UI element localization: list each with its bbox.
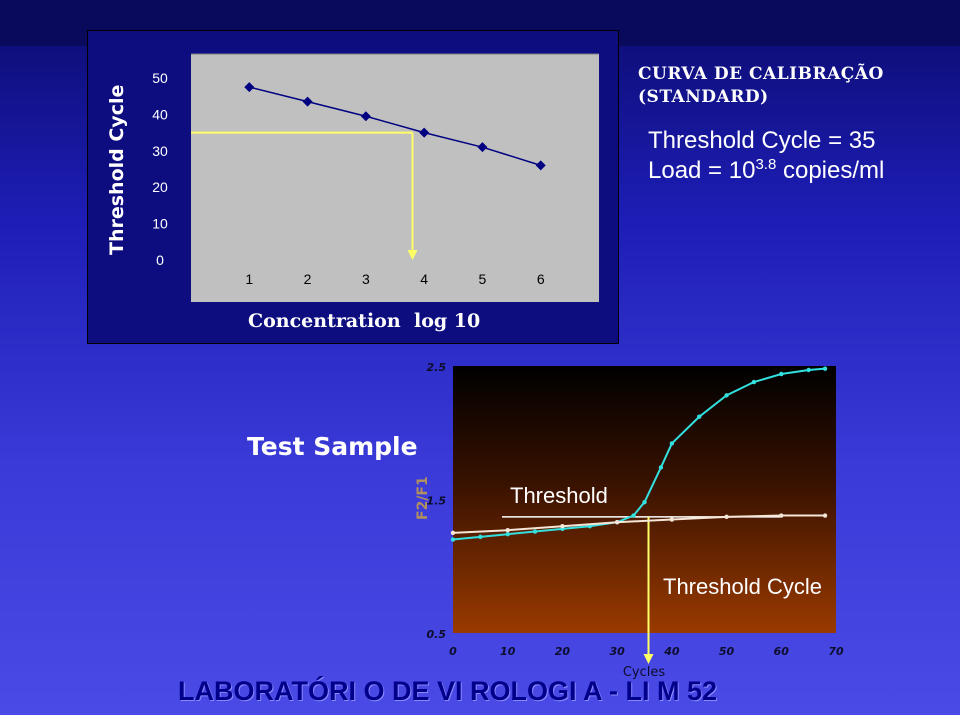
x-tick-label: 3	[361, 271, 370, 287]
calibration-x-axis-unit: log 10	[414, 310, 481, 332]
amplification-point	[615, 520, 619, 524]
amplification-y-axis-title: F2/F1	[415, 476, 431, 520]
amplification-point	[697, 415, 701, 419]
amplification-point	[659, 465, 663, 469]
y-tick-label: 2.5	[426, 361, 446, 374]
calibration-y-axis-title: Threshold Cycle	[106, 84, 128, 255]
y-tick-label: 0	[156, 252, 164, 268]
amplification-point	[823, 513, 827, 517]
x-tick-label: 4	[420, 271, 429, 287]
amplification-point	[779, 513, 783, 517]
x-tick-label: 2	[303, 271, 312, 287]
amplification-point	[779, 372, 783, 376]
y-tick-label: 0.5	[426, 628, 446, 641]
amplification-x-axis-title: Cycles	[622, 665, 666, 680]
x-tick-label: 20	[554, 645, 571, 658]
x-tick-label: 5	[478, 271, 487, 287]
amplification-point	[451, 537, 455, 541]
y-tick-label: 30	[152, 142, 168, 159]
amplification-point	[560, 524, 564, 528]
x-tick-label: 6	[536, 271, 545, 287]
amplification-point	[478, 535, 482, 539]
x-tick-label: 50	[718, 645, 735, 658]
test-sample-label: Test Sample	[247, 432, 418, 461]
amplification-point	[631, 513, 635, 517]
x-tick-label: 70	[828, 645, 844, 658]
x-tick-label: 30	[609, 645, 625, 658]
x-tick-label: 10	[500, 645, 516, 658]
amplification-point	[724, 393, 728, 397]
laboratory-footer: LABORATÓRI O DE VI ROLOGI A - LI M 52	[178, 676, 718, 706]
amplification-point	[670, 517, 674, 521]
threshold-label: Threshold	[510, 482, 608, 508]
amplification-point	[806, 368, 810, 372]
threshold-cycle-value: Threshold Cycle = 35	[648, 127, 876, 154]
y-tick-label: 20	[152, 179, 168, 196]
amplification-point	[642, 500, 646, 504]
amplification-point	[724, 515, 728, 519]
x-tick-label: 0	[449, 645, 457, 658]
x-tick-label: 1	[245, 271, 254, 287]
calibration-heading: CURVA DE CALIBRAÇÃO	[638, 64, 884, 84]
threshold-cycle-arrowhead	[644, 654, 654, 664]
amplification-point	[752, 380, 756, 384]
y-tick-label: 40	[152, 106, 168, 123]
load-unit: copies/ml	[776, 157, 885, 184]
y-tick-label: 50	[152, 70, 168, 86]
calibration-x-axis-title: Concentration	[248, 310, 401, 332]
threshold-cycle-label: Threshold Cycle	[663, 574, 822, 599]
amplification-point	[670, 441, 674, 445]
y-tick-label: 10	[152, 215, 168, 232]
amplification-point	[506, 528, 510, 532]
load-prefix: Load = 10	[648, 157, 756, 184]
amplification-point	[823, 366, 827, 370]
y-tick-label: 1.5	[426, 494, 446, 508]
amplification-point	[506, 532, 510, 536]
amplification-point	[533, 529, 537, 533]
load-exponent: 3.8	[755, 156, 777, 173]
x-tick-label: 60	[773, 645, 789, 658]
amplification-point	[451, 531, 455, 535]
calibration-subheading: (STANDARD)	[638, 87, 769, 107]
x-tick-label: 40	[664, 645, 680, 658]
